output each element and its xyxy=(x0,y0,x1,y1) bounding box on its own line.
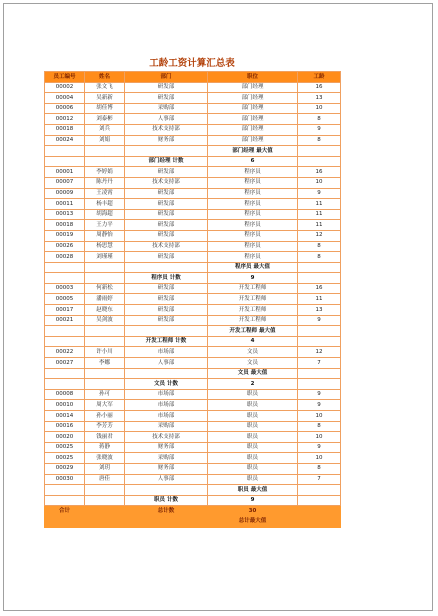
cell-position[interactable]: 4 xyxy=(208,336,298,347)
table-row xyxy=(45,421,341,432)
cell-name[interactable]: 陈丹丹 xyxy=(85,177,125,188)
cell-name[interactable] xyxy=(85,262,125,273)
cell-name[interactable]: 孙可 xyxy=(85,389,125,400)
cell-position[interactable]: 职员 最大值 xyxy=(208,485,298,496)
cell-department[interactable]: 文员 计数 xyxy=(125,379,208,390)
cell-position[interactable]: 职员 xyxy=(208,389,298,400)
cell-name[interactable] xyxy=(85,495,125,506)
cell-seniority[interactable]: 10 xyxy=(298,432,341,443)
cell-department[interactable]: 人事部 xyxy=(125,474,208,485)
total-count-value[interactable]: 30 xyxy=(208,506,298,517)
cell-seniority[interactable]: 16 xyxy=(298,283,341,294)
cell-position[interactable]: 程序员 最大值 xyxy=(208,262,298,273)
cell-position[interactable]: 文员 xyxy=(208,347,298,358)
column-header-position[interactable]: 职位 xyxy=(208,72,298,83)
cell-id[interactable]: 00021 xyxy=(45,315,85,326)
cell-department[interactable]: 研发部 xyxy=(125,283,208,294)
cell-id[interactable] xyxy=(45,485,85,496)
cell-name[interactable]: 潘雨婷 xyxy=(85,294,125,305)
cell-name[interactable] xyxy=(85,485,125,496)
cell-department[interactable]: 采购部 xyxy=(125,103,208,114)
cell-seniority[interactable]: 9 xyxy=(298,400,341,411)
cell-name[interactable]: 吴剑波 xyxy=(85,315,125,326)
cell-department[interactable]: 市场部 xyxy=(125,347,208,358)
cell-name[interactable]: 张晓波 xyxy=(85,453,125,464)
cell-seniority[interactable]: 8 xyxy=(298,135,341,146)
cell-position[interactable]: 程序员 xyxy=(208,209,298,220)
cell-department[interactable]: 研发部 xyxy=(125,220,208,231)
cell-id[interactable]: 00025 xyxy=(45,453,85,464)
cell-seniority[interactable]: 16 xyxy=(298,82,341,93)
cell-department[interactable] xyxy=(125,146,208,157)
max-cell-empty-3[interactable] xyxy=(125,516,208,527)
cell-id[interactable] xyxy=(45,156,85,167)
cell-position[interactable]: 职员 xyxy=(208,442,298,453)
summary-table xyxy=(44,71,341,528)
cell-id[interactable]: 00016 xyxy=(45,421,85,432)
cell-seniority[interactable]: 8 xyxy=(298,114,341,125)
cell-position[interactable]: 职员 xyxy=(208,463,298,474)
table-row xyxy=(45,241,341,252)
cell-id[interactable]: 00009 xyxy=(45,188,85,199)
cell-position[interactable]: 开发工程师 xyxy=(208,305,298,316)
table-row xyxy=(45,294,341,305)
max-cell-empty[interactable] xyxy=(45,516,85,527)
cell-position[interactable]: 程序员 xyxy=(208,252,298,263)
cell-name[interactable]: 周静怡 xyxy=(85,230,125,241)
cell-department[interactable]: 研发部 xyxy=(125,93,208,104)
subtotal-max-row xyxy=(45,485,341,496)
cell-id[interactable]: 00022 xyxy=(45,347,85,358)
cell-id[interactable]: 00026 xyxy=(45,241,85,252)
cell-position[interactable]: 部门经理 xyxy=(208,135,298,146)
cell-position[interactable]: 程序员 xyxy=(208,167,298,178)
cell-name[interactable]: 吴新新 xyxy=(85,93,125,104)
cell-name[interactable]: 胡海超 xyxy=(85,209,125,220)
cell-name[interactable]: 王凌霄 xyxy=(85,188,125,199)
cell-id[interactable]: 00028 xyxy=(45,252,85,263)
subtotal-count-row xyxy=(45,495,341,506)
cell-seniority[interactable]: 10 xyxy=(298,453,341,464)
cell-position[interactable]: 程序员 xyxy=(208,241,298,252)
cell-department[interactable] xyxy=(125,485,208,496)
cell-position[interactable]: 部门经理 xyxy=(208,103,298,114)
table-row xyxy=(45,220,341,231)
table-row xyxy=(45,199,341,210)
total-label[interactable]: 合计 xyxy=(45,506,85,517)
cell-id[interactable]: 00001 xyxy=(45,167,85,178)
table-row xyxy=(45,315,341,326)
cell-department[interactable]: 技术支持部 xyxy=(125,124,208,135)
cell-department[interactable]: 开发工程师 计数 xyxy=(125,336,208,347)
cell-position[interactable]: 部门经理 xyxy=(208,114,298,125)
cell-position[interactable]: 职员 xyxy=(208,474,298,485)
cell-department[interactable]: 技术支持部 xyxy=(125,432,208,443)
cell-seniority[interactable]: 10 xyxy=(298,411,341,422)
table-row xyxy=(45,252,341,263)
cell-id[interactable]: 00003 xyxy=(45,283,85,294)
table-row xyxy=(45,474,341,485)
cell-department[interactable]: 技术支持部 xyxy=(125,241,208,252)
cell-name[interactable]: 张文飞 xyxy=(85,82,125,93)
cell-id[interactable] xyxy=(45,368,85,379)
cell-department[interactable]: 市场部 xyxy=(125,411,208,422)
subtotal-count-row xyxy=(45,379,341,390)
cell-seniority[interactable]: 8 xyxy=(298,421,341,432)
cell-id[interactable] xyxy=(45,379,85,390)
cell-position[interactable]: 职员 xyxy=(208,411,298,422)
cell-id[interactable]: 00007 xyxy=(45,177,85,188)
max-cell-empty-2[interactable] xyxy=(85,516,125,527)
cell-seniority[interactable]: 11 xyxy=(298,209,341,220)
cell-name[interactable] xyxy=(85,379,125,390)
cell-id[interactable]: 00020 xyxy=(45,432,85,443)
total-cell-empty-2[interactable] xyxy=(298,506,341,517)
cell-id[interactable]: 00017 xyxy=(45,305,85,316)
cell-seniority[interactable] xyxy=(298,336,341,347)
table-row xyxy=(45,389,341,400)
table-row xyxy=(45,103,341,114)
table-row xyxy=(45,442,341,453)
cell-seniority[interactable] xyxy=(298,262,341,273)
cell-department[interactable]: 研发部 xyxy=(125,199,208,210)
table-row xyxy=(45,411,341,422)
cell-department[interactable]: 人事部 xyxy=(125,114,208,125)
cell-seniority[interactable]: 10 xyxy=(298,177,341,188)
cell-department[interactable] xyxy=(125,368,208,379)
table-row xyxy=(45,167,341,178)
table-row xyxy=(45,188,341,199)
table-row xyxy=(45,93,341,104)
cell-position[interactable]: 职员 xyxy=(208,453,298,464)
cell-position[interactable]: 开发工程师 最大值 xyxy=(208,326,298,337)
cell-position[interactable]: 部门经理 xyxy=(208,93,298,104)
column-header-seniority[interactable]: 工龄 xyxy=(298,72,341,83)
table-row xyxy=(45,124,341,135)
cell-seniority[interactable]: 8 xyxy=(298,463,341,474)
column-header-name[interactable]: 姓名 xyxy=(85,72,125,83)
cell-name[interactable]: 刘娟 xyxy=(85,135,125,146)
cell-id[interactable]: 00019 xyxy=(45,230,85,241)
cell-seniority[interactable]: 7 xyxy=(298,358,341,369)
cell-id[interactable]: 00029 xyxy=(45,463,85,474)
cell-seniority[interactable] xyxy=(298,368,341,379)
subtotal-count-row xyxy=(45,336,341,347)
cell-id[interactable]: 00027 xyxy=(45,358,85,369)
cell-name[interactable]: 许小川 xyxy=(85,347,125,358)
cell-department[interactable]: 职员 计数 xyxy=(125,495,208,506)
cell-name[interactable]: 孙小丽 xyxy=(85,411,125,422)
cell-seniority[interactable]: 11 xyxy=(298,220,341,231)
cell-name[interactable]: 周大军 xyxy=(85,400,125,411)
cell-seniority[interactable]: 16 xyxy=(298,167,341,178)
sheet-title: 工龄工资计算汇总表 xyxy=(149,58,235,69)
cell-name[interactable]: 李娜 xyxy=(85,358,125,369)
cell-position[interactable]: 9 xyxy=(208,273,298,284)
cell-name[interactable]: 刘瑾瑾 xyxy=(85,252,125,263)
cell-position[interactable]: 职员 xyxy=(208,432,298,443)
subtotal-count-row xyxy=(45,273,341,284)
cell-id[interactable]: 00012 xyxy=(45,114,85,125)
cell-position[interactable]: 开发工程师 xyxy=(208,315,298,326)
cell-id[interactable]: 00011 xyxy=(45,199,85,210)
cell-seniority[interactable]: 9 xyxy=(298,442,341,453)
table-row xyxy=(45,347,341,358)
cell-seniority[interactable]: 7 xyxy=(298,474,341,485)
cell-seniority[interactable]: 13 xyxy=(298,305,341,316)
cell-id[interactable] xyxy=(45,273,85,284)
cell-name[interactable] xyxy=(85,326,125,337)
subtotal-max-row xyxy=(45,262,341,273)
table-row xyxy=(45,283,341,294)
table-row xyxy=(45,453,341,464)
cell-position[interactable]: 开发工程师 xyxy=(208,283,298,294)
cell-name[interactable] xyxy=(85,336,125,347)
cell-position[interactable]: 职员 xyxy=(208,400,298,411)
cell-position[interactable]: 程序员 xyxy=(208,230,298,241)
cell-seniority[interactable]: 13 xyxy=(298,93,341,104)
summary-row-total xyxy=(45,506,341,517)
cell-id[interactable]: 00018 xyxy=(45,220,85,231)
cell-department[interactable]: 财务部 xyxy=(125,135,208,146)
cell-name[interactable]: 杨丰超 xyxy=(85,199,125,210)
cell-seniority[interactable]: 9 xyxy=(298,389,341,400)
cell-position[interactable]: 程序员 xyxy=(208,220,298,231)
cell-seniority[interactable]: 9 xyxy=(298,188,341,199)
cell-seniority[interactable] xyxy=(298,379,341,390)
table-row xyxy=(45,305,341,316)
cell-id[interactable]: 00013 xyxy=(45,209,85,220)
cell-id[interactable]: 00018 xyxy=(45,124,85,135)
cell-department[interactable]: 研发部 xyxy=(125,230,208,241)
total-count-label[interactable]: 总计数 xyxy=(125,506,208,517)
table-row xyxy=(45,432,341,443)
cell-position[interactable]: 文员 最大值 xyxy=(208,368,298,379)
cell-department[interactable]: 研发部 xyxy=(125,188,208,199)
cell-id[interactable] xyxy=(45,336,85,347)
cell-seniority[interactable]: 11 xyxy=(298,294,341,305)
header-row xyxy=(45,72,341,83)
cell-position[interactable]: 程序员 xyxy=(208,199,298,210)
cell-name[interactable]: 刘玥 xyxy=(85,463,125,474)
subtotal-max-row xyxy=(45,146,341,157)
cell-name[interactable]: 蒋静 xyxy=(85,442,125,453)
table-row xyxy=(45,82,341,93)
cell-position[interactable]: 文员 xyxy=(208,358,298,369)
cell-id[interactable] xyxy=(45,262,85,273)
cell-name[interactable] xyxy=(85,273,125,284)
cell-department[interactable]: 采购部 xyxy=(125,421,208,432)
cell-department[interactable]: 人事部 xyxy=(125,358,208,369)
cell-seniority[interactable] xyxy=(298,156,341,167)
table-row xyxy=(45,177,341,188)
cell-id[interactable]: 00025 xyxy=(45,442,85,453)
cell-name[interactable]: 唐佳 xyxy=(85,474,125,485)
cell-position[interactable]: 程序员 xyxy=(208,177,298,188)
cell-department[interactable]: 财务部 xyxy=(125,463,208,474)
cell-name[interactable]: 王力平 xyxy=(85,220,125,231)
column-header-department[interactable]: 部门 xyxy=(125,72,208,83)
total-max-label[interactable]: 总计最大值 xyxy=(208,516,298,527)
subtotal-max-row xyxy=(45,326,341,337)
cell-seniority[interactable]: 10 xyxy=(298,103,341,114)
cell-seniority[interactable] xyxy=(298,326,341,337)
cell-position[interactable]: 部门经理 xyxy=(208,82,298,93)
cell-department[interactable]: 程序员 计数 xyxy=(125,273,208,284)
max-cell-empty-4[interactable] xyxy=(298,516,341,527)
cell-name[interactable]: 胡佳博 xyxy=(85,103,125,114)
table-row xyxy=(45,230,341,241)
cell-position[interactable]: 开发工程师 xyxy=(208,294,298,305)
cell-name[interactable]: 钱丽君 xyxy=(85,432,125,443)
cell-name[interactable]: 刘兵 xyxy=(85,124,125,135)
table-row xyxy=(45,358,341,369)
table-row xyxy=(45,400,341,411)
table-row xyxy=(45,209,341,220)
cell-department[interactable]: 研发部 xyxy=(125,305,208,316)
cell-id[interactable]: 00014 xyxy=(45,411,85,422)
cell-department[interactable] xyxy=(125,262,208,273)
cell-id[interactable]: 00024 xyxy=(45,135,85,146)
cell-department[interactable] xyxy=(125,326,208,337)
cell-seniority[interactable]: 9 xyxy=(298,124,341,135)
cell-seniority[interactable] xyxy=(298,146,341,157)
cell-position[interactable]: 6 xyxy=(208,156,298,167)
cell-name[interactable]: 李婷娟 xyxy=(85,167,125,178)
cell-department[interactable]: 财务部 xyxy=(125,442,208,453)
cell-id[interactable]: 00004 xyxy=(45,93,85,104)
cell-seniority[interactable]: 12 xyxy=(298,347,341,358)
table-row xyxy=(45,135,341,146)
cell-id[interactable]: 00030 xyxy=(45,474,85,485)
cell-department[interactable]: 部门经理 计数 xyxy=(125,156,208,167)
cell-name[interactable] xyxy=(85,146,125,157)
cell-seniority[interactable] xyxy=(298,495,341,506)
total-cell-empty[interactable] xyxy=(85,506,125,517)
cell-position[interactable]: 职员 xyxy=(208,421,298,432)
cell-seniority[interactable]: 12 xyxy=(298,230,341,241)
cell-id[interactable] xyxy=(45,326,85,337)
cell-id[interactable]: 00010 xyxy=(45,400,85,411)
cell-id[interactable]: 00002 xyxy=(45,82,85,93)
cell-position[interactable]: 2 xyxy=(208,379,298,390)
cell-position[interactable]: 程序员 xyxy=(208,188,298,199)
column-header-id[interactable]: 员工编号 xyxy=(45,72,85,83)
cell-department[interactable]: 市场部 xyxy=(125,389,208,400)
cell-department[interactable]: 市场部 xyxy=(125,400,208,411)
table-row xyxy=(45,463,341,474)
cell-department[interactable]: 研发部 xyxy=(125,315,208,326)
table-body xyxy=(45,82,341,506)
cell-id[interactable] xyxy=(45,495,85,506)
cell-position[interactable]: 部门经理 xyxy=(208,124,298,135)
cell-seniority[interactable] xyxy=(298,485,341,496)
cell-department[interactable]: 研发部 xyxy=(125,294,208,305)
cell-name[interactable]: 李芳芳 xyxy=(85,421,125,432)
cell-name[interactable] xyxy=(85,156,125,167)
cell-seniority[interactable]: 8 xyxy=(298,252,341,263)
cell-department[interactable]: 研发部 xyxy=(125,82,208,93)
cell-name[interactable]: 刘泰彬 xyxy=(85,114,125,125)
cell-position[interactable]: 部门经理 最大值 xyxy=(208,146,298,157)
cell-name[interactable]: 赵晓东 xyxy=(85,305,125,316)
table-row xyxy=(45,114,341,125)
cell-department[interactable]: 研发部 xyxy=(125,252,208,263)
cell-seniority[interactable]: 11 xyxy=(298,199,341,210)
cell-name[interactable] xyxy=(85,368,125,379)
cell-department[interactable]: 采购部 xyxy=(125,453,208,464)
cell-seniority[interactable]: 8 xyxy=(298,241,341,252)
cell-id[interactable]: 00008 xyxy=(45,389,85,400)
cell-department[interactable]: 研发部 xyxy=(125,209,208,220)
cell-seniority[interactable] xyxy=(298,273,341,284)
cell-id[interactable] xyxy=(45,146,85,157)
cell-department[interactable]: 研发部 xyxy=(125,167,208,178)
cell-name[interactable]: 何新松 xyxy=(85,283,125,294)
subtotal-count-row xyxy=(45,156,341,167)
summary-row-max xyxy=(45,516,341,527)
cell-seniority[interactable]: 9 xyxy=(298,315,341,326)
cell-id[interactable]: 00005 xyxy=(45,294,85,305)
cell-name[interactable]: 杨思慧 xyxy=(85,241,125,252)
cell-id[interactable]: 00006 xyxy=(45,103,85,114)
cell-position[interactable]: 9 xyxy=(208,495,298,506)
subtotal-max-row xyxy=(45,368,341,379)
cell-department[interactable]: 技术支持部 xyxy=(125,177,208,188)
